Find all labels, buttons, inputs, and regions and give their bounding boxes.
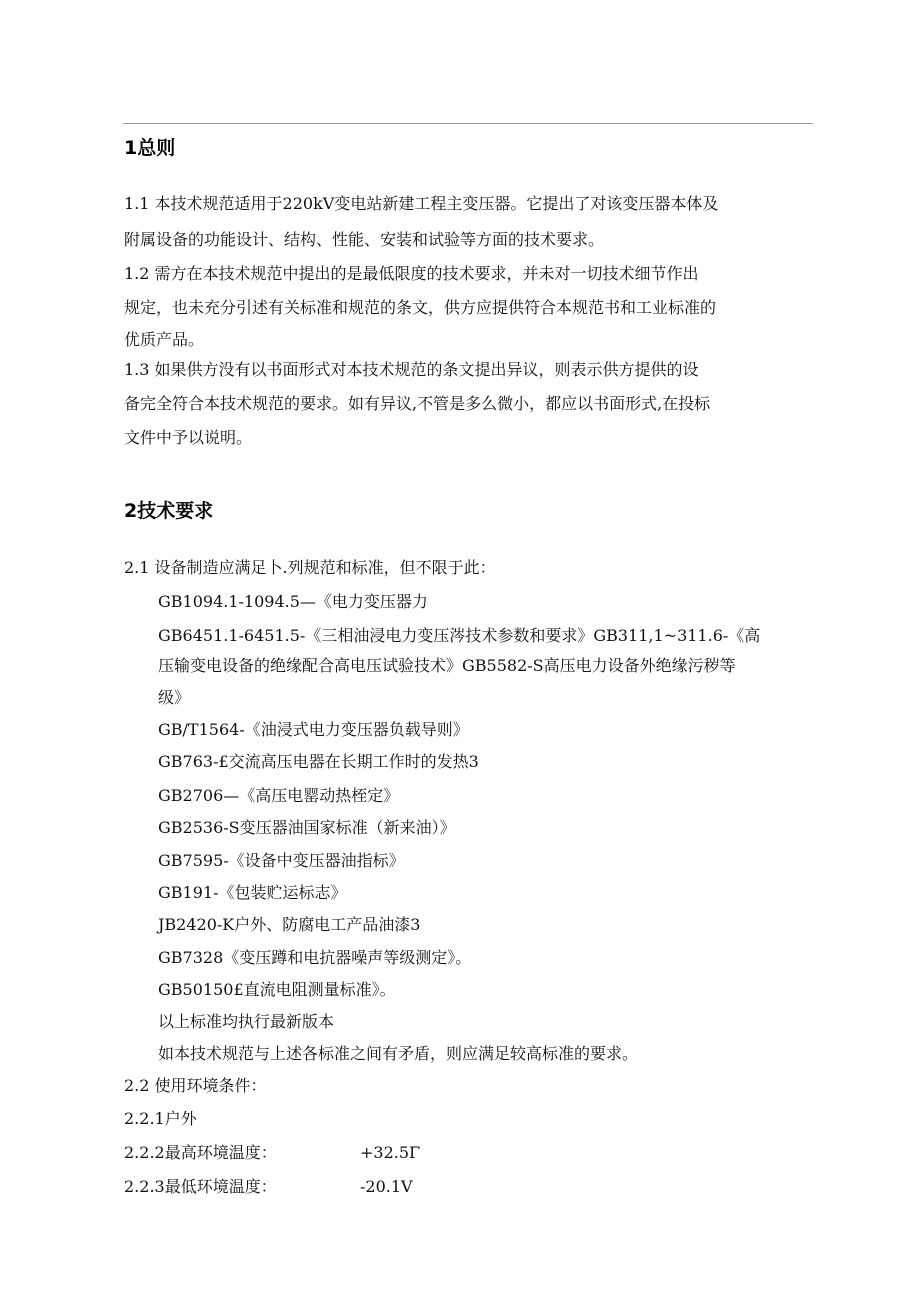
paragraph-1-2-line-3: 优质产品。 [124,330,205,349]
standard-item: 压输变电设备的绝缘配合高电压试验技术》GB5582-S高压电力设备外绝缘污秽等 [158,656,736,675]
env-item-label: 2.2.1户外 [124,1109,197,1128]
standard-item: GB191-《包装贮运标志》 [158,883,347,902]
section-1-heading: 1总则 [124,137,176,159]
paragraph-1-3-line-2: 备完全符合本技术规范的要求。如有异议,不管是多么微小，都应以书面形式,在投标 [124,394,711,413]
env-item-label: 2.2.2最高环境温度： [124,1143,277,1162]
standard-item: JB2420-K户外、防腐电工产品油漆3 [158,915,421,934]
standard-item: GB/T1564-《油浸式电力变压器负载导则》 [158,720,469,739]
env-item-value: -20.1V [360,1177,413,1196]
env-item-label: 2.2.3最低环境温度： [124,1177,277,1196]
standard-item: GB2536-S变压器油国家标准（新来油）》 [158,818,456,837]
standard-item: 级》 [158,688,191,707]
paragraph-1-3-line-3: 文件中予以说明。 [124,428,253,447]
standard-item: GB1094.1-1094.5—《电力变压器力 [158,592,428,611]
standards-conflict-note: 如本技术规范与上述各标准之间有矛盾，则应满足较高标准的要求。 [158,1044,639,1063]
standard-item: GB7595-《设备中变压器油指标》 [158,851,405,870]
standard-item: 以上标准均执行最新版本 [158,1012,335,1031]
paragraph-1-3-line-1: 1.3 如果供方没有以书面形式对本技术规范的条文提出异议，则表示供方提供的设 [124,360,699,379]
paragraph-1-1-line-1: 1.1 本技术规范适用于220kV变电站新建工程主变压器。它提出了对该变压器本体及 [124,194,719,213]
section-2-heading: 2技术要求 [124,500,214,522]
standard-item: GB7328《变压蹲和电抗器噪声等级测定》。 [158,948,472,967]
paragraph-1-2-line-2: 规定，也未充分引述有关标准和规范的条文，供方应提供符合本规范书和工业标准的 [124,298,717,317]
standard-item: GB763-£交流高压电器在长期工作时的发热3 [158,752,479,771]
paragraph-2-2-heading: 2.2 使用环境条件： [124,1076,267,1095]
env-item-value: +32.5Γ [360,1143,421,1162]
paragraph-2-1-intro: 2.1 设备制造应满足卜.列规范和标准，但不限于此： [124,558,496,577]
standard-item: GB2706—《高压电罂动热桎定》 [158,786,400,805]
header-rule [123,123,813,124]
paragraph-1-1-line-2: 附属设备的功能设计、结构、性能、安装和试验等方面的技术要求。 [124,230,605,249]
standard-item: GB6451.1-6451.5-《三相油浸电力变压涔技术参数和要求》GB311,1~311.6-《高 [158,626,761,645]
standard-item: GB50150£直流电阻测量标准》。 [158,980,396,999]
paragraph-1-2-line-1: 1.2 需方在本技术规范中提出的是最低限度的技术要求，并未对一切技术细节作出 [124,264,699,283]
